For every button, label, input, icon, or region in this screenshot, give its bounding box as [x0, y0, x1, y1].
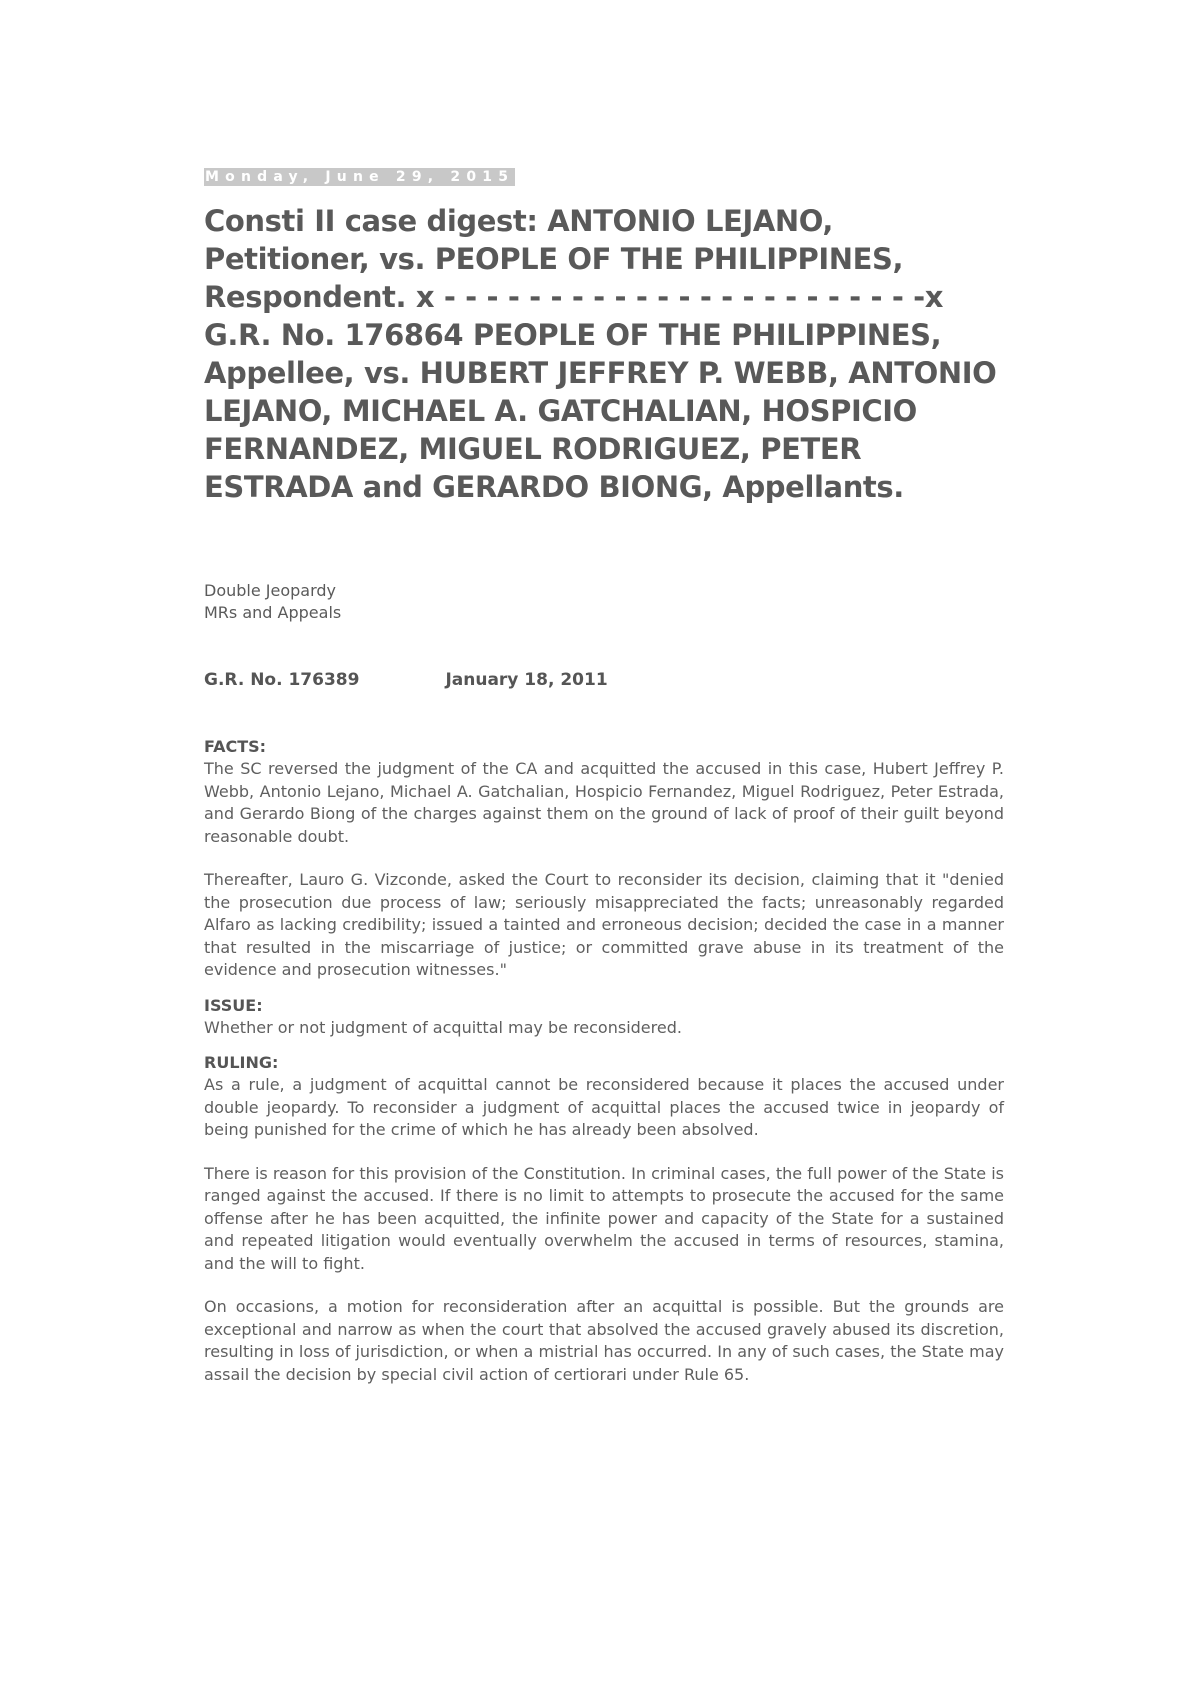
gr-number: G.R. No. 176389 — [204, 670, 360, 690]
post-title: Consti II case digest: ANTONIO LEJANO, Petitioner, vs. PEOPLE OF THE PHILIPPINES, Respondent. x - - - - - - - - - - - - - - - - - - - - - - -x G.R. No. 176864 PEOPLE OF THE PHILIPPINES, Appellee, vs. HUBERT JEFFREY P. WEBB, ANTONIO LEJANO, MICHAEL A. GATCHALIAN, HOSPICIO FERNANDEZ, MIGUEL RODRIGUEZ, PETER ESTRADA and GERARDO BIONG, Appellants. — [204, 204, 997, 504]
decision-date: January 18, 2011 — [445, 670, 608, 690]
date-header: Monday, June 29, 2015 — [205, 169, 515, 185]
ruling-heading: RULING: — [204, 1053, 279, 1072]
ruling-paragraph-3: On occasions, a motion for reconsideration after an acquittal is possible. But the grounds are exceptional and narrow as when the court that absolved the accused gravely abused its discretion, resulting in loss of jurisdiction, or when a mistrial has occurred. In any of such cases, the State may assail the decision by special civil action of certiorari under Rule 65. — [204, 1297, 1004, 1384]
ruling-paragraph-1: As a rule, a judgment of acquittal cannot be reconsidered because it places the accused under double jeopardy. To reconsider a judgment of acquittal places the accused twice in jeopardy of being punished for the crime of which he has already been absolved. — [204, 1075, 1004, 1139]
blog-post — [204, 166, 1004, 1386]
issue-heading: ISSUE: — [204, 995, 263, 1015]
case-reference — [204, 669, 1004, 691]
issue-text: Whether or not judgment of acquittal may be reconsidered. — [204, 1017, 682, 1037]
facts-paragraph-2: Thereafter, Lauro G. Vizconde, asked the Court to reconsider its decision, claiming that it "denied the prosecution due process of law; seriously misappreciated the facts; unreasonably regarded Alfaro as lacking credibility; issued a tainted and erroneous decision; decided the case in a manner that resulted in the miscarriage of justice; or committed grave abuse in its treatment of the evidence and prosecution witnesses." — [204, 870, 1004, 979]
label-mrs-and-appeals: MRs and Appeals — [204, 603, 342, 622]
facts-heading: FACTS: — [204, 737, 267, 756]
ruling-paragraph-2: There is reason for this provision of the Constitution. In criminal cases, the full power of the State is ranged against the accused. If there is no limit to attempts to prosecute the accused for the same offense after he has been acquitted, the infinite power and capacity of the State for a sustained and repeated litigation would eventually overwhelm the accused in terms of resources, stamina, and the will to fight. — [204, 1163, 1004, 1273]
label-double-jeopardy: Double Jeopardy — [204, 581, 337, 600]
post-labels — [204, 580, 1004, 624]
facts-paragraph-1: The SC reversed the judgment of the CA and acquitted the accused in this case, Hubert Jeffrey P. Webb, Antonio Lejano, Michael A. Gatchalian, Hospicio Fernandez, Miguel Rodriguez, Peter Estrada, and Gerardo Biong of the charges against them on the ground of lack of proof of their guilt beyond reasonable doubt. — [204, 759, 1004, 846]
